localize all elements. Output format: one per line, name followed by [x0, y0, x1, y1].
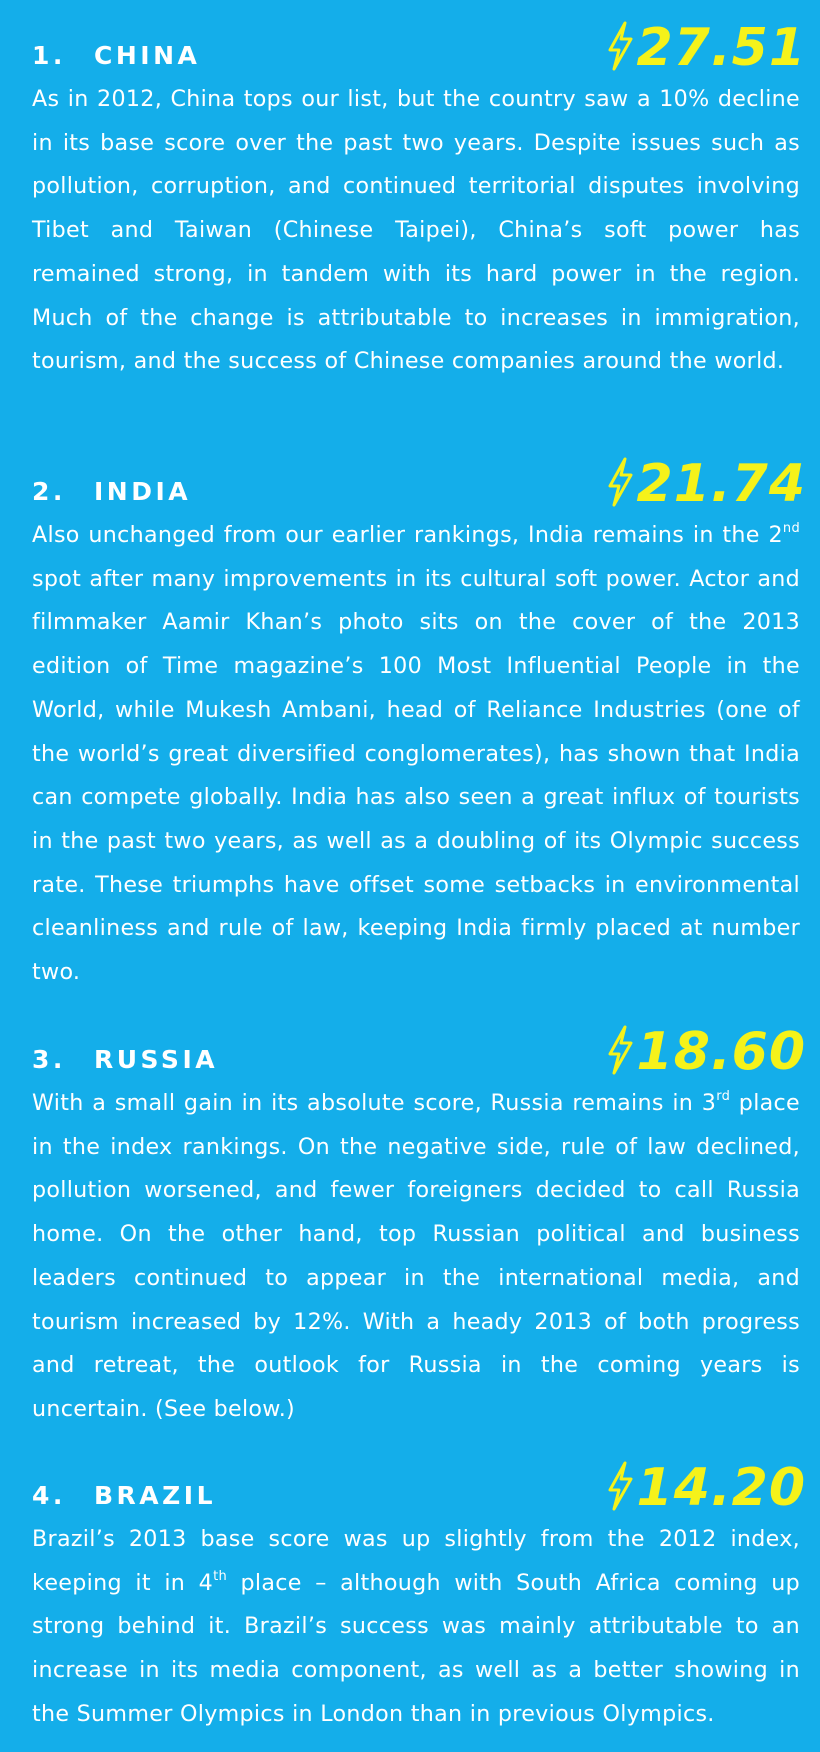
- entry-description: [32, 1082, 800, 1432]
- description-text: With a small gain in its absolute score, Russia remains in 3: [32, 1090, 717, 1116]
- country-name: INDIA: [94, 477, 192, 506]
- entry-header: [32, 1022, 806, 1082]
- ordinal-suffix: th: [213, 1568, 228, 1584]
- entry-description: [32, 78, 800, 384]
- ranking-entry-china: [32, 18, 806, 384]
- country-name: RUSSIA: [94, 1045, 219, 1074]
- ordinal-suffix: rd: [716, 1089, 731, 1104]
- lightning-bolt-icon: [605, 1024, 635, 1076]
- rank-number: 3.: [32, 1045, 66, 1074]
- ranking-entry-russia: [32, 1022, 806, 1432]
- entry-title: [32, 1481, 216, 1510]
- description-text: As in 2012, China tops our list, but the country saw a 10% decline in its base score over the past two years. Despite issues such as pollution, corruption, and continued territorial disputes involving Tibet and Taiwan (Chinese Taipei), China’s soft power has remained strong, in tandem with its hard power in the region. Much of the change is attributable to increases in immigration, tourism, and the success of Chinese companies around the world.: [32, 86, 800, 375]
- country-name: CHINA: [94, 41, 201, 70]
- lightning-bolt-icon: [605, 456, 635, 508]
- description-text: place in the index rankings. On the negative side, rule of law declined, pollution worsened, and fewer foreigners decided to call Russia home. On the other hand, top Russian political and business leaders continued to appear in the international media, and tourism increased by 12%. With a heady 2013 of both progress and retreat, the outlook for Russia in the coming years is uncertain. (See below.): [32, 1090, 801, 1422]
- ranking-entry-brazil: [32, 1458, 806, 1737]
- score-value: 18.60: [636, 1022, 806, 1082]
- score-value: 21.74: [636, 454, 806, 514]
- entry-title: [32, 477, 191, 506]
- entry-header: [32, 454, 806, 514]
- entry-title: [32, 1045, 218, 1074]
- score-badge: [605, 18, 806, 78]
- entry-header: [32, 1458, 806, 1518]
- entry-description: [32, 1518, 800, 1737]
- country-name: BRAZIL: [94, 1481, 217, 1510]
- score-value: 27.51: [636, 18, 806, 78]
- entry-title: [32, 41, 200, 70]
- description-text: place – although with South Africa coming up strong behind it. Brazil’s success was mainly attributable to an increase in its media component, as well as a better showing in the Summer Olympics in London than in previous Olympics.: [32, 1569, 800, 1727]
- score-value: 14.20: [636, 1458, 806, 1518]
- ordinal-suffix: nd: [782, 521, 800, 536]
- description-text: Brazil’s 2013 base score was up slightly from the 2012 index, keeping it in 4: [32, 1526, 800, 1596]
- rank-number: 1.: [32, 41, 66, 70]
- entry-header: [32, 18, 806, 78]
- score-badge: [605, 1458, 806, 1518]
- lightning-bolt-icon: [605, 20, 635, 72]
- score-badge: [605, 454, 806, 514]
- entry-description: [32, 514, 800, 995]
- description-text: Also unchanged from our earlier rankings, India remains in the 2: [32, 522, 783, 548]
- rank-number: 2.: [32, 477, 66, 506]
- description-text: spot after many improvements in its cultural soft power. Actor and filmmaker Aamir Khan’s photo sits on the cover of the 2013 edition of Time magazine’s 100 Most Influential People in the World, while Mukesh Ambani, head of Reliance Industries (one of the world’s great diversified conglomerates), has shown that India can compete globally. India has also seen a great influx of tourists in the past two years, as well as a doubling of its Olympic success rate. These triumphs have offset some setbacks in environmental cleanliness and rule of law, keeping India firmly placed at number two.: [32, 565, 800, 986]
- ranking-entry-india: [32, 454, 806, 995]
- rank-number: 4.: [32, 1481, 66, 1510]
- lightning-bolt-icon: [605, 1460, 635, 1512]
- score-badge: [605, 1022, 806, 1082]
